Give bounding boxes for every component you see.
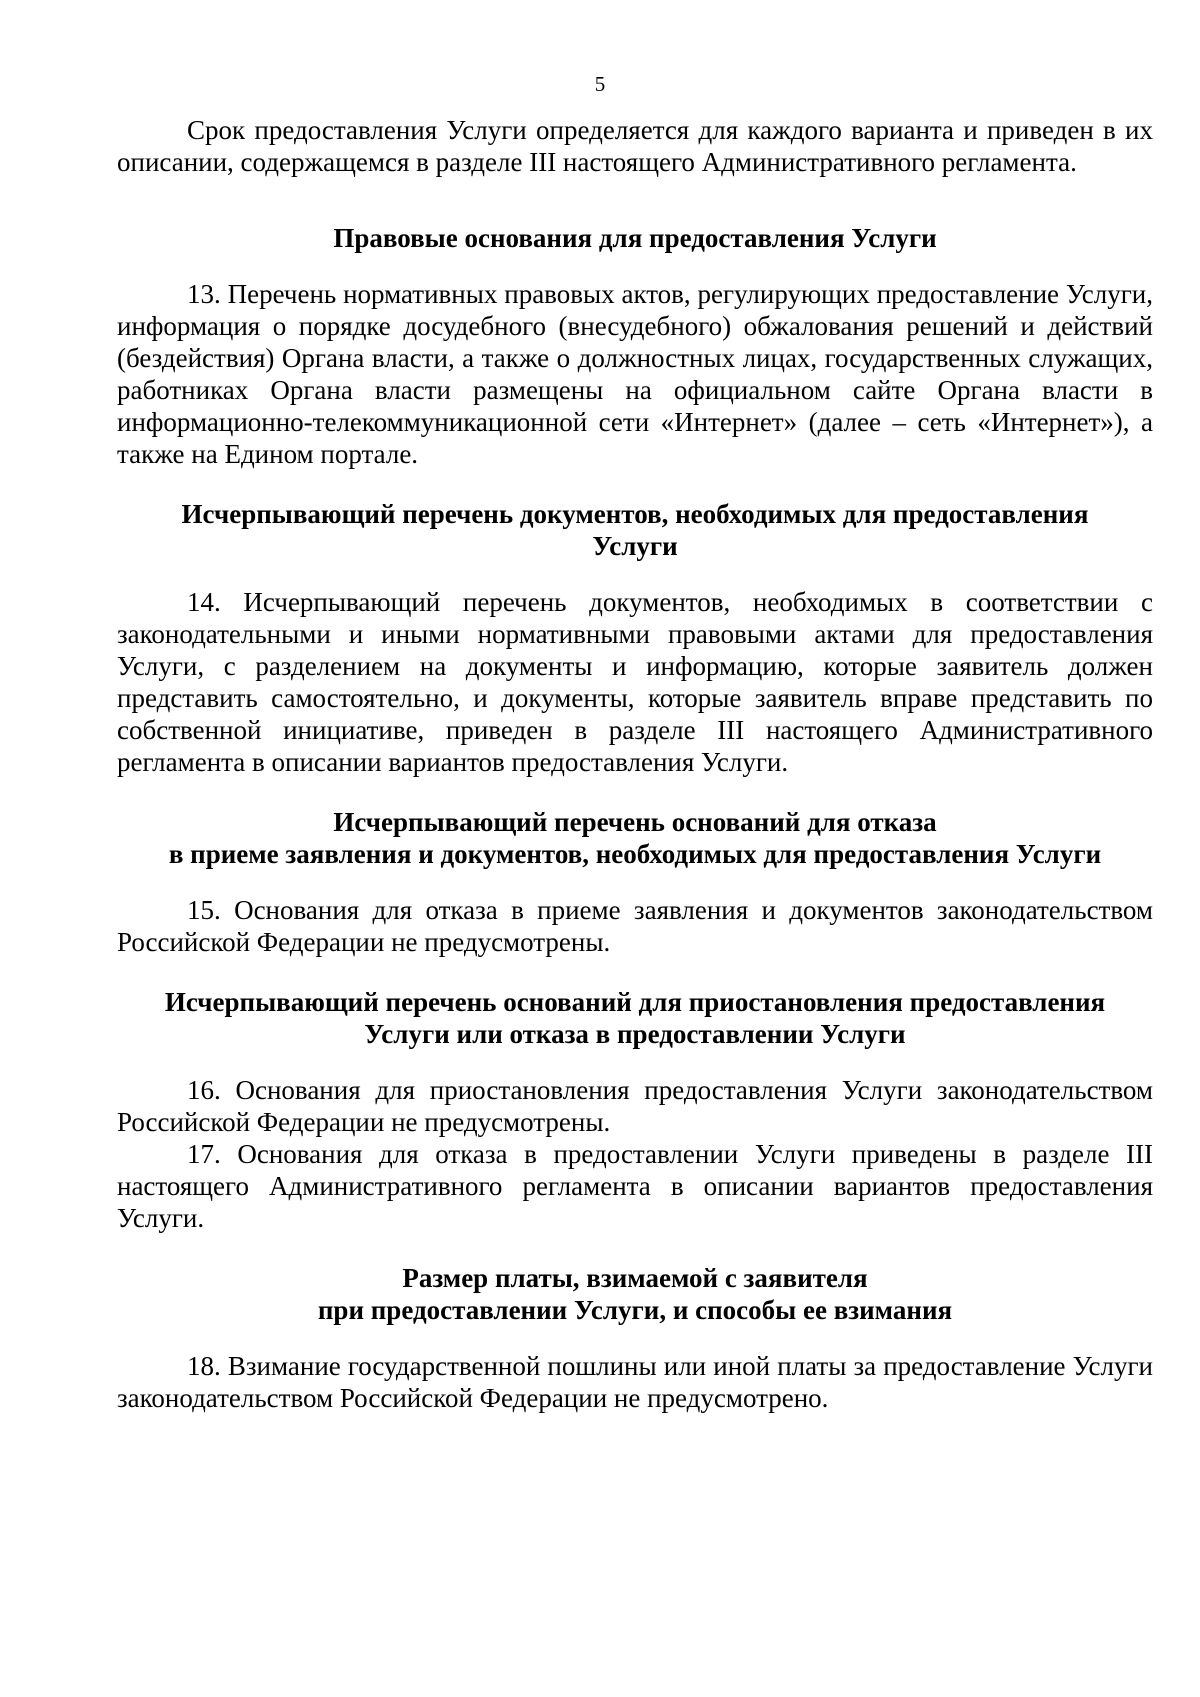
paragraph-14: 14. Исчерпывающий перечень документов, необходимых в соответствии с законодательными и иными нормативными правовыми актами для предоставления Услуги, с разделением на документы и информацию, которые заявитель должен представить самостоятельно, и документы, которые заявитель вправе представить по собственной инициативе, приведен в разделе III настоящего Административного регламента в описании вариантов предоставления Услуги. [117, 587, 1153, 777]
heading-documents-list-line-1: Исчерпывающий перечень документов, необходимых для предоставления [181, 499, 1089, 529]
heading-documents-list-line-2: Услуги [592, 531, 678, 561]
heading-suspension-line-2: Услуги или отказа в предоставлении Услуги [364, 1019, 906, 1049]
heading-fee-line-2: при предоставлении Услуги, и способы ее взимания [317, 1295, 953, 1325]
heading-suspension-line-1: Исчерпывающий перечень оснований для приостановления предоставления [164, 987, 1106, 1017]
paragraph-17: 17. Основания для отказа в предоставлении Услуги приведены в разделе III настоящего Административного регламента в описании вариантов предоставления Услуги. [117, 1139, 1153, 1233]
heading-refusal-reception-line-1: Исчерпывающий перечень оснований для отказа [333, 807, 937, 837]
heading-fee-line-1: Размер платы, взимаемой с заявителя [402, 1263, 868, 1293]
heading-legal-basis [117, 222, 1153, 254]
document-body [117, 114, 1153, 1414]
paragraph-16: 16. Основания для приостановления предоставления Услуги законодательством Российской Федерации не предусмотрены. [117, 1075, 1153, 1137]
heading-refusal-reception [117, 806, 1153, 870]
paragraph-18: 18. Взимание государственной пошлины или иной платы за предоставление Услуги законодательством Российской Федерации не предусмотрено. [117, 1351, 1153, 1413]
heading-suspension [117, 986, 1153, 1050]
heading-legal-basis-line: Правовые основания для предоставления Услуги [333, 223, 937, 253]
heading-documents-list [117, 498, 1153, 562]
intro-paragraph: Срок предоставления Услуги определяется для каждого варианта и приведен в их описании, содержащемся в разделе III настоящего Административного регламента. [117, 115, 1153, 177]
paragraph-15: 15. Основания для отказа в приеме заявления и документов законодательством Российской Федерации не предусмотрены. [117, 895, 1153, 957]
heading-fee [117, 1262, 1153, 1326]
paragraph-13: 13. Перечень нормативных правовых актов, регулирующих предоставление Услуги, информация о порядке досудебного (внесудебного) обжалования решений и действий (бездействия) Органа власти, а также о должностных лицах, государственных служащих, работниках Органа власти размещены на официальном сайте Органа власти в информационно-телекоммуникационной сети «Интернет» (далее – сеть «Интернет»), а также на Едином портале. [117, 279, 1153, 469]
page-number: 5 [594, 72, 606, 96]
heading-refusal-reception-line-2: в приеме заявления и документов, необходимых для предоставления Услуги [168, 839, 1102, 869]
